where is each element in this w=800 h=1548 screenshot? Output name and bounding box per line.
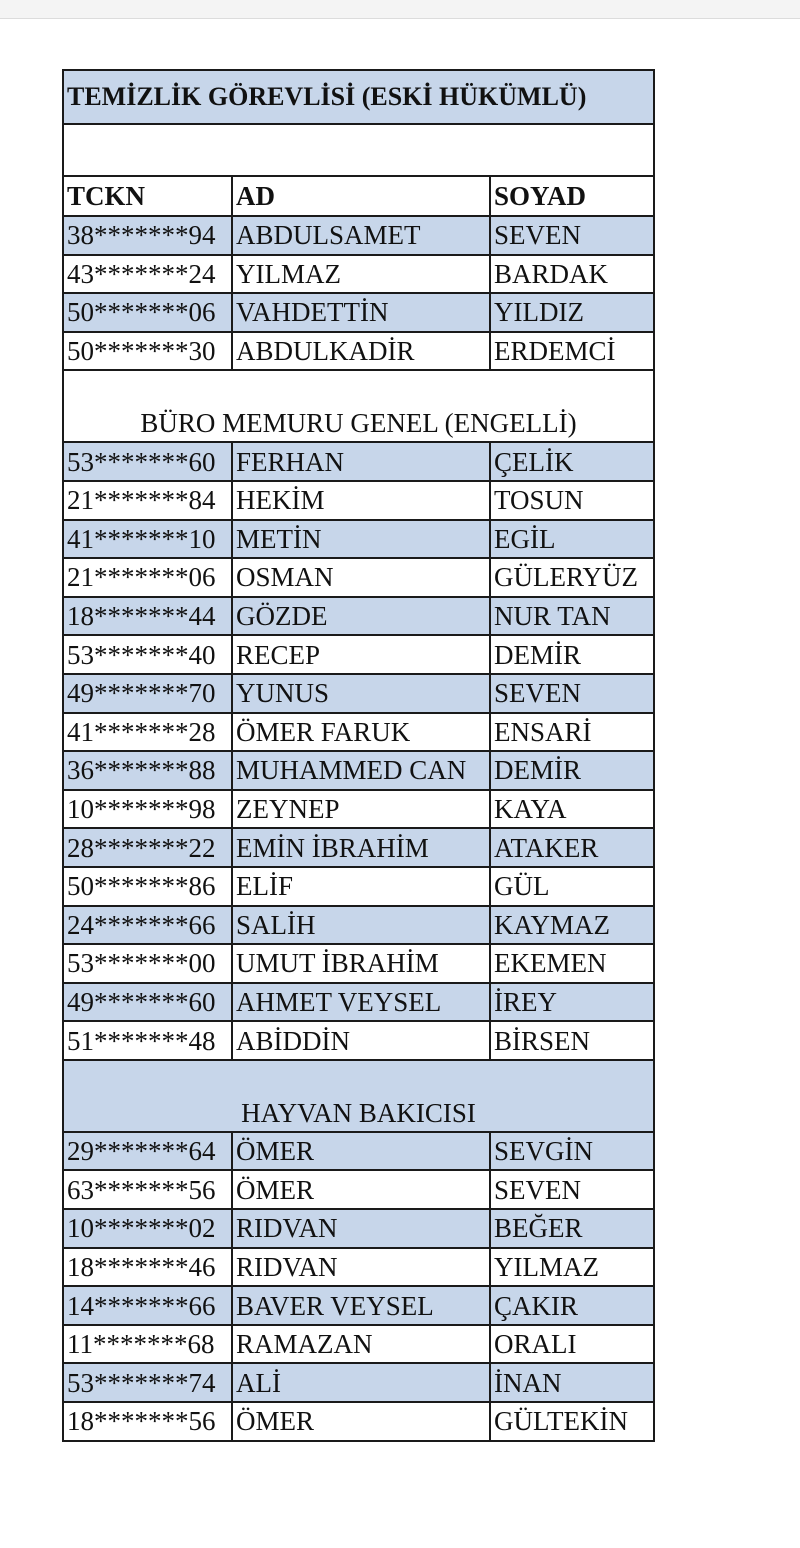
cell-soyad: BEĞER — [490, 1209, 654, 1248]
cell-tckn: 28*******22 — [63, 828, 232, 867]
cell-tckn: 21*******84 — [63, 481, 232, 520]
cell-soyad: KAYMAZ — [490, 906, 654, 945]
cell-ad: YILMAZ — [232, 255, 490, 294]
table-row — [63, 1363, 654, 1402]
cell-ad: ABİDDİN — [232, 1021, 490, 1060]
title-row — [63, 70, 654, 124]
cell-tckn: 24*******66 — [63, 906, 232, 945]
cell-ad: RAMAZAN — [232, 1325, 490, 1364]
table-row — [63, 1325, 654, 1364]
cell-soyad: ORALI — [490, 1325, 654, 1364]
cell-tckn: 41*******28 — [63, 713, 232, 752]
cell-tckn: 21*******06 — [63, 558, 232, 597]
cell-soyad: ERDEMCİ — [490, 332, 654, 371]
cell-soyad: ATAKER — [490, 828, 654, 867]
blank-row — [63, 124, 654, 176]
cell-soyad: YILMAZ — [490, 1248, 654, 1287]
table-body — [63, 70, 654, 1441]
cell-tckn: 18*******44 — [63, 597, 232, 636]
table-row — [63, 558, 654, 597]
cell-tckn: 11*******68 — [63, 1325, 232, 1364]
header-soyad: SOYAD — [490, 176, 654, 216]
cell-tckn: 51*******48 — [63, 1021, 232, 1060]
cell-ad: METİN — [232, 520, 490, 559]
table-row — [63, 293, 654, 332]
cell-tckn: 18*******56 — [63, 1402, 232, 1441]
table-row — [63, 442, 654, 481]
cell-ad: RIDVAN — [232, 1248, 490, 1287]
cell-ad: FERHAN — [232, 442, 490, 481]
cell-tckn: 53*******40 — [63, 635, 232, 674]
header-tckn: TCKN — [63, 176, 232, 216]
table-row — [63, 867, 654, 906]
cell-ad: ÖMER — [232, 1170, 490, 1209]
browser-top-bar — [0, 0, 800, 19]
table-row — [63, 1286, 654, 1325]
cell-ad: ÖMER — [232, 1132, 490, 1171]
cell-ad: SALİH — [232, 906, 490, 945]
cell-ad: UMUT İBRAHİM — [232, 944, 490, 983]
cell-tckn: 14*******66 — [63, 1286, 232, 1325]
cell-ad: MUHAMMED CAN — [232, 751, 490, 790]
header-ad: AD — [232, 176, 490, 216]
table-row — [63, 1170, 654, 1209]
cell-soyad: EKEMEN — [490, 944, 654, 983]
cell-soyad: GÜLERYÜZ — [490, 558, 654, 597]
section-row — [63, 370, 654, 442]
cell-ad: EMİN İBRAHİM — [232, 828, 490, 867]
cell-soyad: SEVEN — [490, 674, 654, 713]
cell-ad: ALİ — [232, 1363, 490, 1402]
table-row — [63, 944, 654, 983]
cell-soyad: SEVEN — [490, 216, 654, 255]
table-row — [63, 255, 654, 294]
cell-soyad: KAYA — [490, 790, 654, 829]
cell-ad: HEKİM — [232, 481, 490, 520]
table-row — [63, 481, 654, 520]
table-row — [63, 828, 654, 867]
table-row — [63, 635, 654, 674]
cell-soyad: BİRSEN — [490, 1021, 654, 1060]
cell-tckn: 49*******60 — [63, 983, 232, 1022]
cell-soyad: TOSUN — [490, 481, 654, 520]
table-row — [63, 1132, 654, 1171]
table-row — [63, 751, 654, 790]
cell-tckn: 10*******02 — [63, 1209, 232, 1248]
cell-tckn: 43*******24 — [63, 255, 232, 294]
table-row — [63, 597, 654, 636]
personnel-list-table — [62, 69, 655, 1442]
section-row — [63, 1060, 654, 1132]
cell-ad: ZEYNEP — [232, 790, 490, 829]
table-row — [63, 332, 654, 371]
cell-tckn: 10*******98 — [63, 790, 232, 829]
cell-tckn: 53*******00 — [63, 944, 232, 983]
cell-ad: AHMET VEYSEL — [232, 983, 490, 1022]
cell-soyad: SEVEN — [490, 1170, 654, 1209]
cell-tckn: 53*******60 — [63, 442, 232, 481]
table-row — [63, 674, 654, 713]
table-row — [63, 1209, 654, 1248]
table-row — [63, 1248, 654, 1287]
cell-ad: GÖZDE — [232, 597, 490, 636]
table-row — [63, 216, 654, 255]
cell-tckn: 50*******06 — [63, 293, 232, 332]
cell-tckn: 18*******46 — [63, 1248, 232, 1287]
table-row — [63, 520, 654, 559]
cell-tckn: 50*******86 — [63, 867, 232, 906]
cell-soyad: GÜL — [490, 867, 654, 906]
cell-ad: ABDULSAMET — [232, 216, 490, 255]
cell-ad: YUNUS — [232, 674, 490, 713]
section-title: BÜRO MEMURU GENEL (ENGELLİ) — [63, 370, 654, 442]
section-title: HAYVAN BAKICISI — [63, 1060, 654, 1132]
cell-ad: ÖMER FARUK — [232, 713, 490, 752]
cell-ad: ÖMER — [232, 1402, 490, 1441]
cell-soyad: NUR TAN — [490, 597, 654, 636]
cell-tckn: 49*******70 — [63, 674, 232, 713]
cell-tckn: 63*******56 — [63, 1170, 232, 1209]
table-row — [63, 1402, 654, 1441]
cell-soyad: YILDIZ — [490, 293, 654, 332]
cell-tckn: 38*******94 — [63, 216, 232, 255]
cell-tckn: 50*******30 — [63, 332, 232, 371]
table-title: TEMİZLİK GÖREVLİSİ (ESKİ HÜKÜMLÜ) — [63, 70, 654, 124]
cell-soyad: ÇELİK — [490, 442, 654, 481]
cell-tckn: 53*******74 — [63, 1363, 232, 1402]
cell-ad: ABDULKADİR — [232, 332, 490, 371]
blank-cell — [63, 124, 654, 176]
cell-soyad: BARDAK — [490, 255, 654, 294]
table-row — [63, 906, 654, 945]
header-row — [63, 176, 654, 216]
cell-soyad: İNAN — [490, 1363, 654, 1402]
table-row — [63, 790, 654, 829]
cell-soyad: DEMİR — [490, 635, 654, 674]
cell-soyad: ÇAKIR — [490, 1286, 654, 1325]
cell-ad: ELİF — [232, 867, 490, 906]
cell-ad: OSMAN — [232, 558, 490, 597]
cell-ad: RECEP — [232, 635, 490, 674]
table-row — [63, 1021, 654, 1060]
cell-tckn: 41*******10 — [63, 520, 232, 559]
cell-soyad: SEVGİN — [490, 1132, 654, 1171]
cell-soyad: DEMİR — [490, 751, 654, 790]
cell-soyad: GÜLTEKİN — [490, 1402, 654, 1441]
table-row — [63, 983, 654, 1022]
cell-tckn: 29*******64 — [63, 1132, 232, 1171]
table-row — [63, 713, 654, 752]
cell-ad: VAHDETTİN — [232, 293, 490, 332]
cell-ad: BAVER VEYSEL — [232, 1286, 490, 1325]
cell-ad: RIDVAN — [232, 1209, 490, 1248]
cell-soyad: ENSARİ — [490, 713, 654, 752]
cell-tckn: 36*******88 — [63, 751, 232, 790]
cell-soyad: İREY — [490, 983, 654, 1022]
cell-soyad: EGİL — [490, 520, 654, 559]
